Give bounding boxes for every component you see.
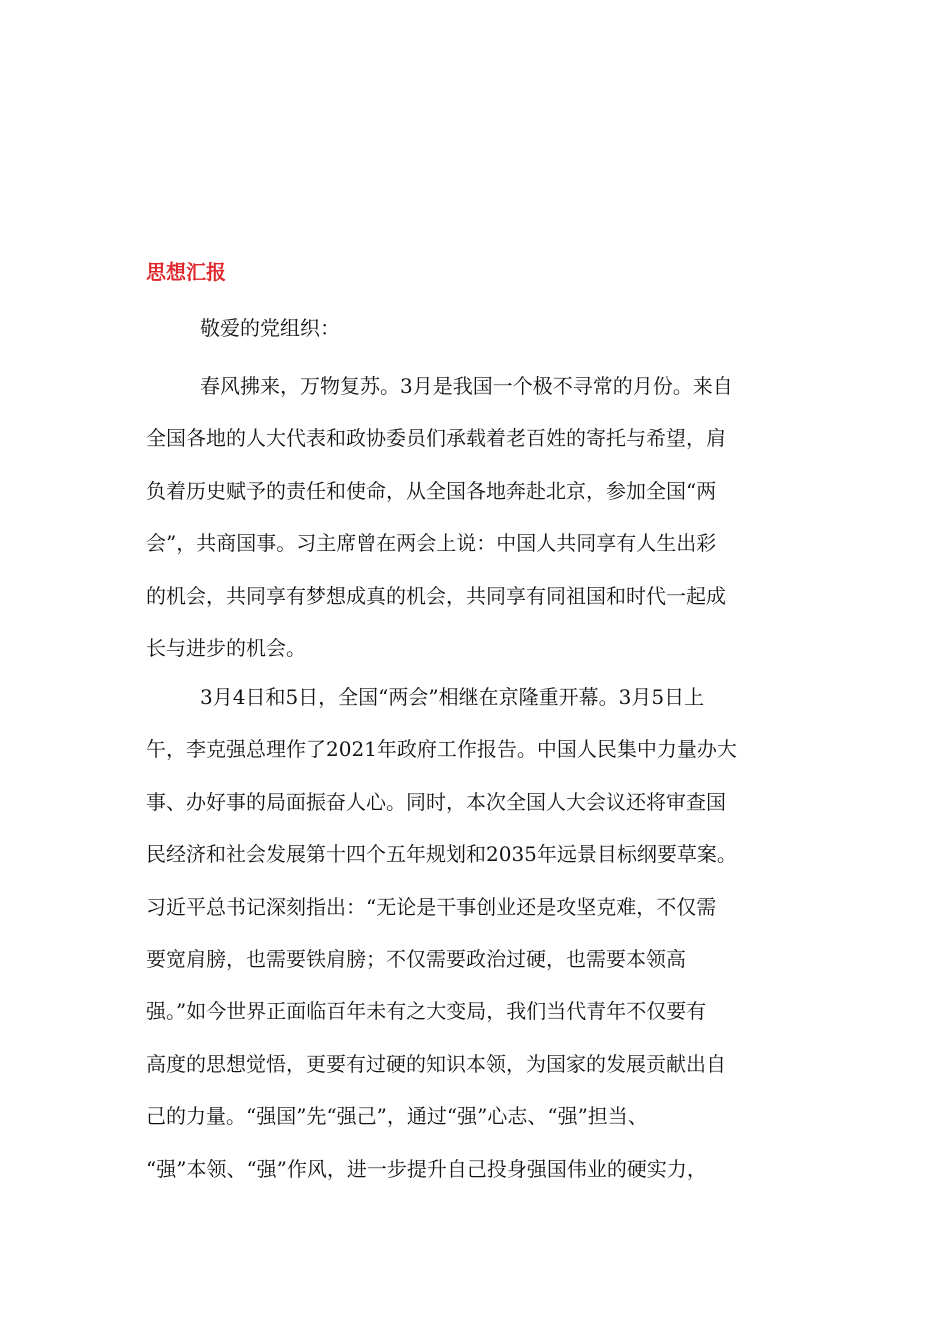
paragraph-line: 全国各地的人大代表和政协委员们承载着老百姓的寄托与希望，肩 — [146, 426, 726, 451]
paragraph-line: 会”，共商国事。习主席曾在两会上说：中国人共同享有人生出彩 — [146, 531, 717, 556]
paragraph-1 — [146, 372, 816, 686]
paragraph-line: 春风拂来，万物复苏。3月是我国一个极不寻常的月份。来自 — [200, 374, 733, 398]
paragraph-line: “强”本领、“强”作风，进一步提升自己投身强国伟业的硬实力， — [146, 1156, 707, 1181]
paragraph-line: 高度的思想觉悟，更要有过硬的知识本领，为国家的发展贡献出自 — [146, 1051, 726, 1076]
paragraph-2 — [146, 683, 816, 1207]
paragraph-line: 强。”如今世界正面临百年未有之大变局，我们当代青年不仅要有 — [146, 999, 707, 1024]
paragraph-line: 3月4日和5日，全国“两会”相继在京隆重开幕。3月5日上 — [200, 685, 705, 709]
paragraph-line: 民经济和社会发展第十四个五年规划和2035年远景目标纲要草案。 — [146, 842, 737, 867]
paragraph-line: 事、办好事的局面振奋人心。同时，本次全国人大会议还将审查国 — [146, 789, 726, 814]
salutation: 敬爱的党组织： — [200, 316, 340, 340]
paragraph-line: 负着历史赋予的责任和使命，从全国各地奔赴北京，参加全国“两 — [146, 478, 717, 503]
paragraph-line: 要宽肩膀，也需要铁肩膀；不仅需要政治过硬，也需要本领高 — [146, 946, 686, 971]
paragraph-line: 午，李克强总理作了2021年政府工作报告。中国人民集中力量办大 — [146, 737, 737, 762]
paragraph-line: 长与进步的机会。 — [146, 635, 306, 660]
paragraph-line: 的机会，共同享有梦想成真的机会，共同享有同祖国和时代一起成 — [146, 583, 726, 608]
paragraph-line: 己的力量。“强国”先“强己”，通过“强”心志、“强”担当、 — [146, 1104, 648, 1129]
document-title: 思想汇报 — [146, 260, 226, 284]
paragraph-line: 习近平总书记深刻指出：“无论是干事创业还是攻坚克难，不仅需 — [146, 894, 717, 919]
